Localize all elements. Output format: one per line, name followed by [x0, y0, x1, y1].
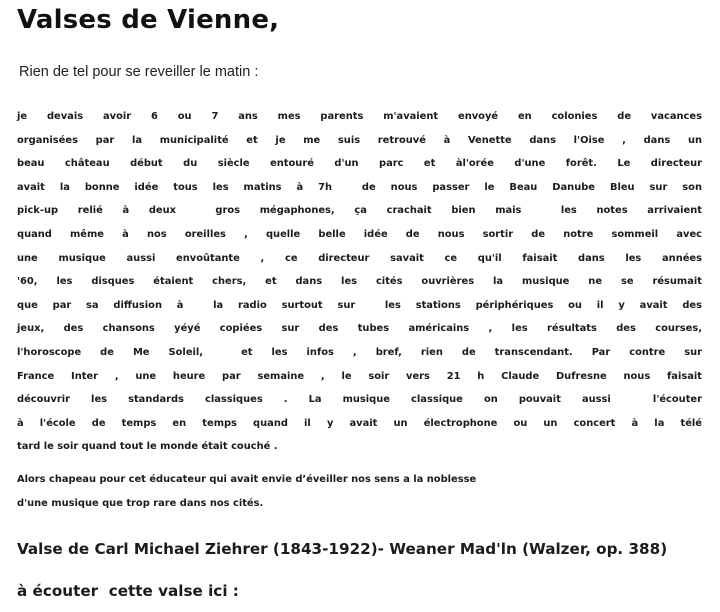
post-title: Valses de Vienne, — [17, 5, 280, 35]
story-line: organisées par la municipalité et je me suis retrouvé à Venette dans l'Oise , dans un — [17, 134, 702, 146]
story-line: découvrir les standards classiques . La musique classique on pouvait aussi l'écouter — [17, 394, 702, 406]
story-line: '60, les disques étaient chers, et dans les cités ouvrières la musique ne se résumait — [17, 276, 702, 288]
story-line: une musique aussi envoûtante , ce directeur savait ce qu'il faisait dans les années — [17, 252, 702, 264]
chapeau-paragraph — [17, 468, 702, 515]
listen-prompt: à écouter cette valse ici : — [17, 582, 239, 600]
story-line: que par sa diffusion à la radio surtout sur les stations périphériques ou il y avait des — [17, 299, 702, 311]
story-line: tard le soir quand tout le monde était couché . — [17, 441, 278, 453]
chapeau-line: Alors chapeau pour cet éducateur qui avait envie d’éveiller nos sens a la noblesse — [17, 474, 477, 485]
chapeau-line: d'une musique que trop rare dans nos cités. — [17, 497, 264, 509]
story-line: pick-up relié à deux gros mégaphones, ça crachait bien mais les notes arrivaient — [17, 205, 702, 217]
story-line: jeux, des chansons yéyé copiées sur des tubes américains , les résultats des courses, — [17, 323, 702, 335]
story-line: beau château début du siècle entouré d'un parc et àl'orée d'une forêt. Le directeur — [17, 158, 702, 170]
story-line: avait la bonne idée tous les matins à 7h de nous passer le Beau Danube Bleu sur son — [17, 181, 702, 193]
story-paragraph — [17, 105, 702, 459]
valse-credit: Valse de Carl Michael Ziehrer (1843-1922)- Weaner Mad'ln (Walzer, op. 388) — [17, 540, 668, 558]
story-line: France Inter , une heure par semaine , le soir vers 21 h Claude Dufresne nous faisait — [17, 370, 702, 382]
story-line: quand même à nos oreilles , quelle belle idée de nous sortir de notre sommeil avec — [17, 228, 702, 240]
post-intro: Rien de tel pour se reveiller le matin : — [19, 64, 259, 80]
story-line: je devais avoir 6 ou 7 ans mes parents m'avaient envoyé en colonies de vacances — [17, 111, 702, 122]
story-line: à l'école de temps en temps quand il y avait un électrophone ou un concert à la télé — [17, 417, 702, 429]
story-line: l'horoscope de Me Soleil, et les infos , bref, rien de transcendant. Par contre sur — [17, 346, 702, 358]
